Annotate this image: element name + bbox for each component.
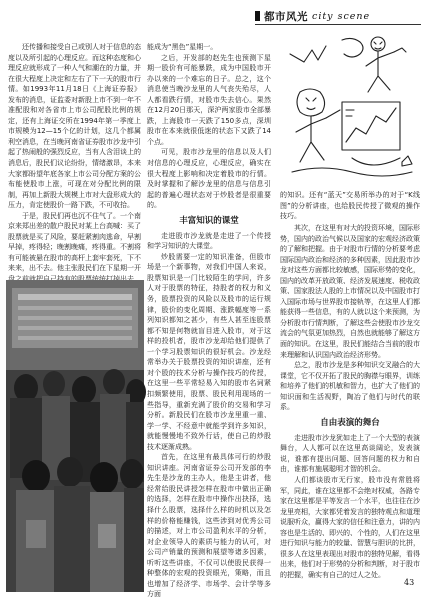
paragraph: 能成为“黑色”星期一。 [147,43,218,51]
running-header [255,7,421,25]
section-heading-knowledge: 丰富知识的课堂 [179,215,239,226]
header-rule [255,24,421,25]
article-column-2 [147,42,271,600]
paragraph: 首先，在这里有最具体可行的炒股知识讲座。河南省证券公司开发部的李先生是沙龙的主办人，他是主讲者，他经常给股民讲授怎样在股市中做出正确的选择，怎样在股市中操作出抉择，选择什么股票，选择什么样的时机以及怎样的价格能赚钱，这些涉到对优秀公司的描述，对上市公司盈利水平的分析，对企业领导人的素质与能力的认可，对公司产销量的预测和展望等诸多因素，听听这些讲座，不仅可以使股民获得一种整体的宏观的投资眼光，策略，而且也增加了经济学、市场学、会计学等多方面 [147,453,271,599]
section-title: 都市风光 [264,10,308,23]
page-number: 43 [404,578,415,587]
cartoon-illustration [282,32,420,182]
stock-trading-photo [6,280,144,592]
paragraph: 人们都谈股市无行家，股市没有常胜将军，同此，谁在这里都不会绝对权威，各路专家在这里都是平等发言一个水平，也往往在沙龙里亮相，大家都凭着发言的独特观点和道理说服听众，赢得大家的信任和注意力，讲的内容也是生活的、即兴的、个性的，人们在这里进行知识与能力的较量、智慧与胆识的比拼，很多人在这里表现出对股市的独特见解，看得出来，他们对于形势的分析和判断，对于股市的把握，确实有自己的过人之处。 [280,476,420,579]
paragraph: 炒股需要一定的知识准备，但股市场是一个新事物，对我们中国人来说，股票知识是一门比较陌生的学问，许多人对于股票的特征，持股者的权力和义务，股票投资的风险以及股市的运行规律，股价的变化周期、涨跌幅度等一系列知识都知之甚少，有些人甚至连股票都不知是何物就盲目进入股市，对于这样的投机者，股市沙龙却给他们提供了一个学习股票知识的很好机会。沙龙经常举办关于股票投资的知识讲座，还有对个股的技术分析与操作技巧的传授，在这里一些平常轻易入知的股市名词紧扣频繁使用，股票、股民利用现场的一些指导，重新充满了股价的交易和学习分析。新股民们在股市沙龙里重一重、学一学、不经意中就能学到许多知识，就能慢慢地不致外行话，使自己的炒股技术逐渐成熟。 [147,252,271,451]
section-heading-stage: 自由表演的舞台 [320,417,380,428]
paragraph: 还传播和接受自己或别人对于信息的态度以及所引起的心理反应。而这种态度和心理反应就形成了一种人气和潮在的力量，并在很大程度上决定和左右了下一天的股市行情。如1993年11月18日《上海证券报》发布的消息，证监委对新股上市不到一年不准配股和对各省市上市公司配股比例的规定，还有上海证交所在1994年第一季度上市规模为12—15个亿的计划，这几个都属利空消息，在当晚河南省证券股市沙龙中引起了热闹般的强烈反应，当有人含泪谈上的消息后，股民们议论纷纷，情绪激昂，本来大家都盼望年底各家上市公司分配方案的公布能使股市上涨，可现在对分配比例的限制，再加上新股大规模上市对大盘形成大的压力，肯定使股价一路下跌，不可收拾。 [8,43,141,210]
cartoon-following-text: 的知识。还有“蓝天”交易所举办的对于“K线图”的分析讲座，也给股民传授了微观的操作技巧。 [280,191,420,221]
paragraph: 于是，股民们再也沉不住气了。一个南京来郑出差的散户股民对某上台高喊：买了股票就是买了风险，要赶紧割肉逃命，早割早掉，疼得轻；晚割晚痛，疼得重。不割将有可能被悬在股市的高杆上套牢套死，下不来来，出不去。他主张股民们在下星期一开 [8,211,141,273]
article-column-1 [8,42,141,276]
article-column-3 [280,223,420,579]
paragraph: 其次，在这里有对大的投资环境，国际形势，国内的政治气候以及国家的宏观经济政策的了解和把握。由于对股市行情的分析要考虑国际国内政治和经济的多种因素，因此股市沙龙对这些方面都比较敏感，国际形势的变化，国内的改革开放政策、经济发展速度、税收政策、国家股法人股的上市情况以及中国股市打入国际市场与世界股市接轨等，在这里人们都能获得一些信息，有的人就以这个来预测，为分析股市行情判断，了解这些会使股市沙龙交流会的气氛更加热烈，自然也就能够了解这方面的知识。在这里，股民们能结合当前的股市来理解和认识国内政治经济形势。 [280,224,420,359]
section-marker [255,11,260,21]
paragraph: 之后，开发部的赵先生也预测下星期一股价有可能暴跌，成为中国股市开办以来的一个难忘的日子。总之，这个消息使当晚沙龙里的人气丧失殆尽，人人都看跌行情，对股市失去信心。果然在12月20日那天，深沪两家股市全部暴跌，上海股市一天跌了150多点，深圳股市在本来就很低迷的状态下又跌了14个点。 [147,53,271,146]
paragraph: 可见，股市沙龙里的信息以及人们对信息的心理反应，心理反应，确实在很大程度上影响和决定着股市的行情。及时掌握和了解沙龙里的信息与信息引起的普遍心理状态对于炒股者是很重要的。 [147,148,271,210]
paragraph: 走进股市沙龙就是走进了一个传授和学习知识的大课堂。 [147,231,271,251]
paragraph: 走进股市沙龙犹如走上了一个大型的表演舞台，人人都可以在这里高谈阔论，发表演说，谁都有提出问题、回答问题的权力和自由，谁都有施展聪明才智的机会。 [280,433,420,474]
paragraph: 总之，股市沙龙是多种知识交叉融合的大课堂，它不仅开拓了股民的胸襟与眼界，训练和培养了他们的机敏和智力，也扩大了他们的知识面和生活视野，陶冶了他们与时代的联系。 [280,361,420,412]
section-title-en: city scene [312,10,371,22]
